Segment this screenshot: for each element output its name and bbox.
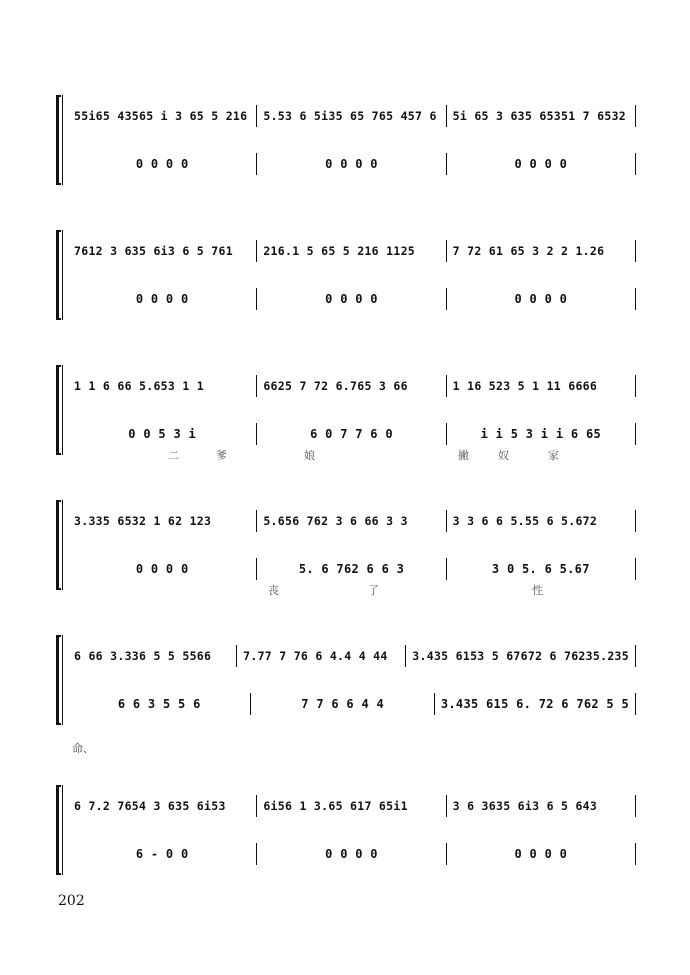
score-system-5 bbox=[56, 635, 636, 725]
measure: 6i56 1 3.65 617 65i1 bbox=[257, 795, 446, 817]
measure: 216.1 5 65 5 216 1125 bbox=[257, 240, 446, 262]
measure: 0 0 0 0 bbox=[257, 843, 446, 865]
measure: 6 66 3.336 5 5 5566 bbox=[68, 645, 237, 667]
system-bracket-line bbox=[62, 635, 63, 725]
lyric-char: 命、 bbox=[72, 742, 94, 755]
measure: i i 5 3 i i 6 65 bbox=[447, 423, 636, 445]
lyric-char: 奴 bbox=[498, 449, 509, 462]
measure: 7.77 7 76 6 4.4 4 44 bbox=[237, 645, 406, 667]
melody-staff bbox=[68, 645, 636, 667]
system-bracket bbox=[56, 635, 61, 725]
vocal-staff bbox=[68, 423, 636, 445]
measure: 0 0 0 0 bbox=[68, 558, 257, 580]
measure: 7 7 6 6 4 4 bbox=[251, 693, 434, 715]
lyric-char: 性 bbox=[532, 584, 543, 597]
measure: 0 0 0 0 bbox=[68, 153, 257, 175]
vocal-staff bbox=[68, 843, 636, 865]
score-system-3 bbox=[56, 365, 636, 462]
measure: 3.335 6532 1 62 123 bbox=[68, 510, 257, 532]
lyric-char: 撇 bbox=[458, 449, 469, 462]
lyric-char: 爹 bbox=[216, 449, 227, 462]
measure: 5.53 6 5i35 65 765 457 6 bbox=[257, 105, 446, 127]
melody-staff bbox=[68, 795, 636, 817]
measure: 3 6 3635 6i3 6 5 643 bbox=[447, 795, 636, 817]
measure: 1 1 6 66 5.653 1 1 bbox=[68, 375, 257, 397]
measure: 0 0 0 0 bbox=[257, 153, 446, 175]
measure: 3.435 615 6. 72 6 762 5 5 bbox=[435, 693, 636, 715]
page-number: 202 bbox=[58, 893, 85, 909]
measure: 7 72 61 65 3 2 2 1.26 bbox=[447, 240, 636, 262]
system-bracket-line bbox=[62, 365, 63, 455]
lyric-char: 二 bbox=[168, 449, 179, 462]
measure: 0 0 0 0 bbox=[447, 288, 636, 310]
measure: 0 0 0 0 bbox=[257, 288, 446, 310]
measure: 3.435 6153 5 67672 6 76235.235 bbox=[406, 645, 636, 667]
measure: 6 - 0 0 bbox=[68, 843, 257, 865]
system-bracket bbox=[56, 500, 61, 590]
lyric-char: 了 bbox=[368, 584, 379, 597]
measure: 5.656 762 3 6 66 3 3 bbox=[257, 510, 446, 532]
system-bracket-line bbox=[62, 230, 63, 320]
measure: 3 3 6 6 5.55 6 5.672 bbox=[447, 510, 636, 532]
vocal-staff bbox=[68, 693, 636, 715]
score-system-6 bbox=[56, 785, 636, 875]
system-bracket bbox=[56, 365, 61, 455]
measure: 6625 7 72 6.765 3 66 bbox=[257, 375, 446, 397]
measure: 0 0 5 3 i bbox=[68, 423, 257, 445]
system-bracket-line bbox=[62, 785, 63, 875]
melody-staff bbox=[68, 240, 636, 262]
measure: 0 0 0 0 bbox=[68, 288, 257, 310]
lyrics-line bbox=[68, 447, 636, 463]
vocal-staff bbox=[68, 153, 636, 175]
measure: 6 0 7 7 6 0 bbox=[257, 423, 446, 445]
system-bracket-line bbox=[62, 95, 63, 185]
melody-staff bbox=[68, 375, 636, 397]
vocal-staff bbox=[68, 288, 636, 310]
melody-staff bbox=[68, 510, 636, 532]
measure: 6 6 3 5 5 6 bbox=[68, 693, 251, 715]
score-system-1 bbox=[56, 95, 636, 185]
measure: 5i 65 3 635 65351 7 6532 bbox=[447, 105, 636, 127]
lyric-char: 丧 bbox=[268, 584, 279, 597]
measure: 55i65 43565 i 3 65 5 216 bbox=[68, 105, 257, 127]
measure: 1 16 523 5 1 11 6666 bbox=[447, 375, 636, 397]
vocal-staff bbox=[68, 558, 636, 580]
melody-staff bbox=[68, 105, 636, 127]
measure: 0 0 0 0 bbox=[447, 843, 636, 865]
measure: 5. 6 762 6 6 3 bbox=[257, 558, 446, 580]
score-system-2 bbox=[56, 230, 636, 320]
measure: 0 0 0 0 bbox=[447, 153, 636, 175]
measure: 3 0 5. 6 5.67 bbox=[447, 558, 636, 580]
lyric-char: 家 bbox=[548, 449, 559, 462]
system-bracket-line bbox=[62, 500, 63, 590]
system-bracket bbox=[56, 230, 61, 320]
score-system-4 bbox=[56, 500, 636, 597]
system-bracket bbox=[56, 95, 61, 185]
lyrics-line bbox=[68, 582, 636, 598]
lyric-char: 娘 bbox=[304, 449, 315, 462]
system-bracket bbox=[56, 785, 61, 875]
measure: 7612 3 635 6i3 6 5 761 bbox=[68, 240, 257, 262]
measure: 6 7.2 7654 3 635 6i53 bbox=[68, 795, 257, 817]
